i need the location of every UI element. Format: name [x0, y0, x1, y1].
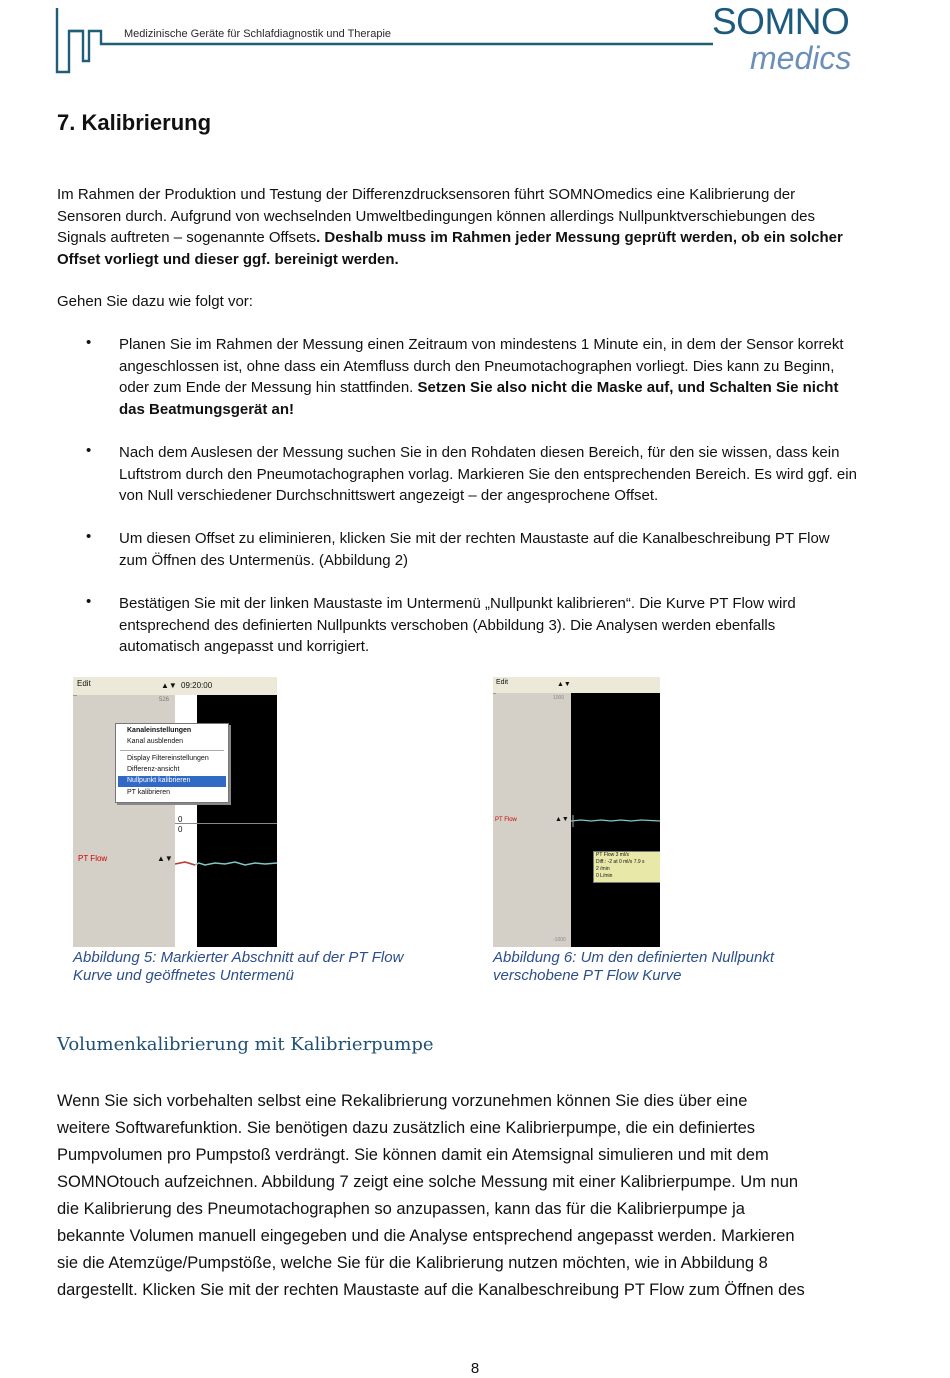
bullet-1-text: Planen Sie im Rahmen der Messung einen Zeitraum von mindestens 1 Minute ein, in dem der Sensor korrekt angeschlossen ist, ohne dass ein Atemfluss durch den Pneumotachographen vorliegt. Dies kann zu Beginn, oder zum Ende der Messung hin stattfinden.: [119, 336, 844, 396]
bullet-dot: •: [86, 593, 92, 610]
bullet-4-text: Bestätigen Sie mit der linken Maustaste im Untermenü „Nullpunkt kalibrieren“. Die Kurve PT Flow wird entsprechend des definierten Nullpunkts verschoben (Abbildung 3). Die Analysen werden ebenfalls automatisch angepasst und korrigiert.: [119, 595, 796, 655]
body2-line: die Kalibrierung des Pneumotachographen so anzupassen, kann das für die Kalibrierpumpe ja: [57, 1200, 745, 1218]
menu-item-kanal-ausblenden[interactable]: Kanal ausblenden: [127, 738, 184, 745]
bullet-2-text: Nach dem Auslesen der Messung suchen Sie in den Rohdaten diesen Bereich, für den sie wissen, dass kein Luftstrom durch den Pneumotachographen vorlag. Markieren Sie den entsprechenden Bereich. Es wird ggf. ein von Null verschiedener Durchschnittswert angezeigt – der angesprochene Offset.: [119, 444, 857, 504]
body2-line: weitere Softwarefunktion. Sie benötigen dazu zusätzlich eine Kalibrierpumpe, die ein definiertes: [57, 1119, 755, 1137]
figure-right-sort-icon: ▲▼: [557, 681, 571, 688]
bullet-dot: •: [86, 334, 92, 351]
figure-left-screenshot: [73, 677, 277, 947]
howto-text: Gehen Sie dazu wie folgt vor:: [57, 293, 253, 310]
page-number: 8: [470, 1360, 480, 1377]
caption-line: verschobene PT Flow Kurve: [493, 967, 682, 984]
bullet-1: [119, 334, 859, 420]
figure-left-channel-arrows: ▲▼: [157, 854, 173, 863]
intro-normal: Im Rahmen der Produktion und Testung der Differenzdrucksensoren führt SOMNOmedics eine Kalibrierung der Sensoren durch. Aufgrund von wechselnden Umweltbedingungen können allerdings Nullpunktverschiebungen des Signals auftreten – sogenannte Offsets: [57, 186, 816, 246]
figure-right-scale-bottom: -1000: [553, 937, 566, 943]
figure-left-zero-b: 0: [178, 825, 183, 834]
figure-right-scale-top: 1000: [553, 695, 565, 701]
bullet-4: [119, 593, 859, 658]
info-line: Diff.: -2 at 0 ml/s 7.9 s: [596, 859, 645, 865]
body2-paragraph: [57, 1088, 857, 1304]
figure-left-zero-a: 0: [178, 815, 183, 824]
info-line: PT Flow 3 ml/s: [596, 852, 629, 858]
intro-paragraph: [57, 184, 857, 270]
body2-line: Wenn Sie sich vorbehalten selbst eine Rekalibrierung vorzunehmen können Sie dies über eine: [57, 1092, 748, 1110]
figure-left-caption: [73, 949, 473, 985]
figure-left-zero-line: [175, 823, 277, 824]
figure-left-channel-label: PT Flow: [78, 854, 108, 863]
figure-right-edit-label: Edit: [496, 679, 509, 686]
figure-left-context-menu: [115, 723, 229, 803]
figure-left-edit-label: Edit: [77, 679, 91, 688]
intro-bold: . Deshalb muss im Rahmen jeder Messung geprüft werden, ob ein solcher Offset vorliegt und dieser ggf. bereinigt werden.: [57, 229, 843, 268]
menu-separator: [120, 750, 224, 751]
bullet-2: [119, 442, 859, 507]
menu-item-pt-kalibrieren[interactable]: PT kalibrieren: [127, 789, 171, 796]
subsection-title: Volumenkalibrierung mit Kalibrierpumpe: [57, 1034, 434, 1055]
header-tagline: Medizinische Geräte für Schlafdiagnostik und Therapie: [124, 28, 392, 40]
bullet-1-bold: Setzen Sie also nicht die Maske auf, und Schalten Sie nicht das Beatmungsgerät an!: [119, 379, 839, 418]
bullet-3: [119, 528, 859, 571]
body2-line: Pumpvolumen pro Pumpstoß verdrängt. Sie können damit ein Atemsignal simulieren und mit dem: [57, 1146, 769, 1164]
menu-item-display-filter[interactable]: Display Filtereinstellungen: [127, 755, 209, 762]
caption-line: Abbildung 5: Markierter Abschnitt auf der PT Flow: [73, 949, 404, 966]
figure-left-sort-icon: ▲▼: [161, 681, 177, 690]
info-line: 0 L/min: [596, 873, 613, 879]
bullet-3-text: Um diesen Offset zu eliminieren, klicken Sie mit der rechten Maustaste auf die Kanalbeschreibung PT Flow zum Öffnen des Untermenüs. (Abbildung 2): [119, 530, 830, 569]
section-title: 7. Kalibrierung: [57, 110, 212, 135]
figure-right-flow-trace: [571, 813, 660, 829]
figure-right-info-box: [593, 851, 660, 883]
figure-right-channel-arrows: ▲▼: [555, 816, 569, 823]
figure-right-screenshot: [493, 677, 660, 947]
brand-somno: SOMNO: [712, 1, 850, 42]
caption-line: Kurve und geöffnetes Untermenü: [73, 967, 294, 984]
bullet-dot: •: [86, 442, 92, 459]
bullet-dot: •: [86, 528, 92, 545]
figure-left-flow-trace: [175, 853, 277, 873]
brand-medics: medics: [750, 40, 852, 76]
header-logo-mark: [55, 6, 715, 76]
caption-line: Abbildung 6: Um den definierten Nullpunkt: [493, 949, 775, 966]
body2-line: sie die Atemzüge/Pumpstöße, welche Sie für die Kalibrierung nutzen möchten, wie in Abbildung 8: [57, 1254, 768, 1272]
menu-item-nullpunkt-kalibrieren[interactable]: Nullpunkt kalibrieren: [127, 777, 191, 784]
info-line: 2 /min: [596, 866, 610, 872]
figure-right-caption: [493, 949, 823, 985]
menu-item-kanaleinstellungen[interactable]: Kanaleinstellungen: [127, 727, 192, 734]
figure-right-toolbar: [493, 677, 660, 694]
body2-line: bekannte Volumen manuell eingegeben und die Analyse entsprechend angepasst werden. Markieren: [57, 1227, 795, 1245]
figure-left-scale-top: 526: [159, 697, 170, 703]
figure-left-time: 09:20:00: [181, 681, 213, 690]
body2-line: SOMNOtouch aufzeichnen. Abbildung 7 zeigt eine solche Messung mit einer Kalibrierpumpe. Um nun: [57, 1173, 799, 1191]
figure-right-channel-label: PT Flow: [495, 817, 517, 823]
menu-item-differenz-ansicht[interactable]: Differenz-ansicht: [127, 766, 180, 773]
body2-line: dargestellt. Klicken Sie mit der rechten Maustaste auf die Kanalbeschreibung PT Flow zum Öffnen des: [57, 1281, 805, 1299]
